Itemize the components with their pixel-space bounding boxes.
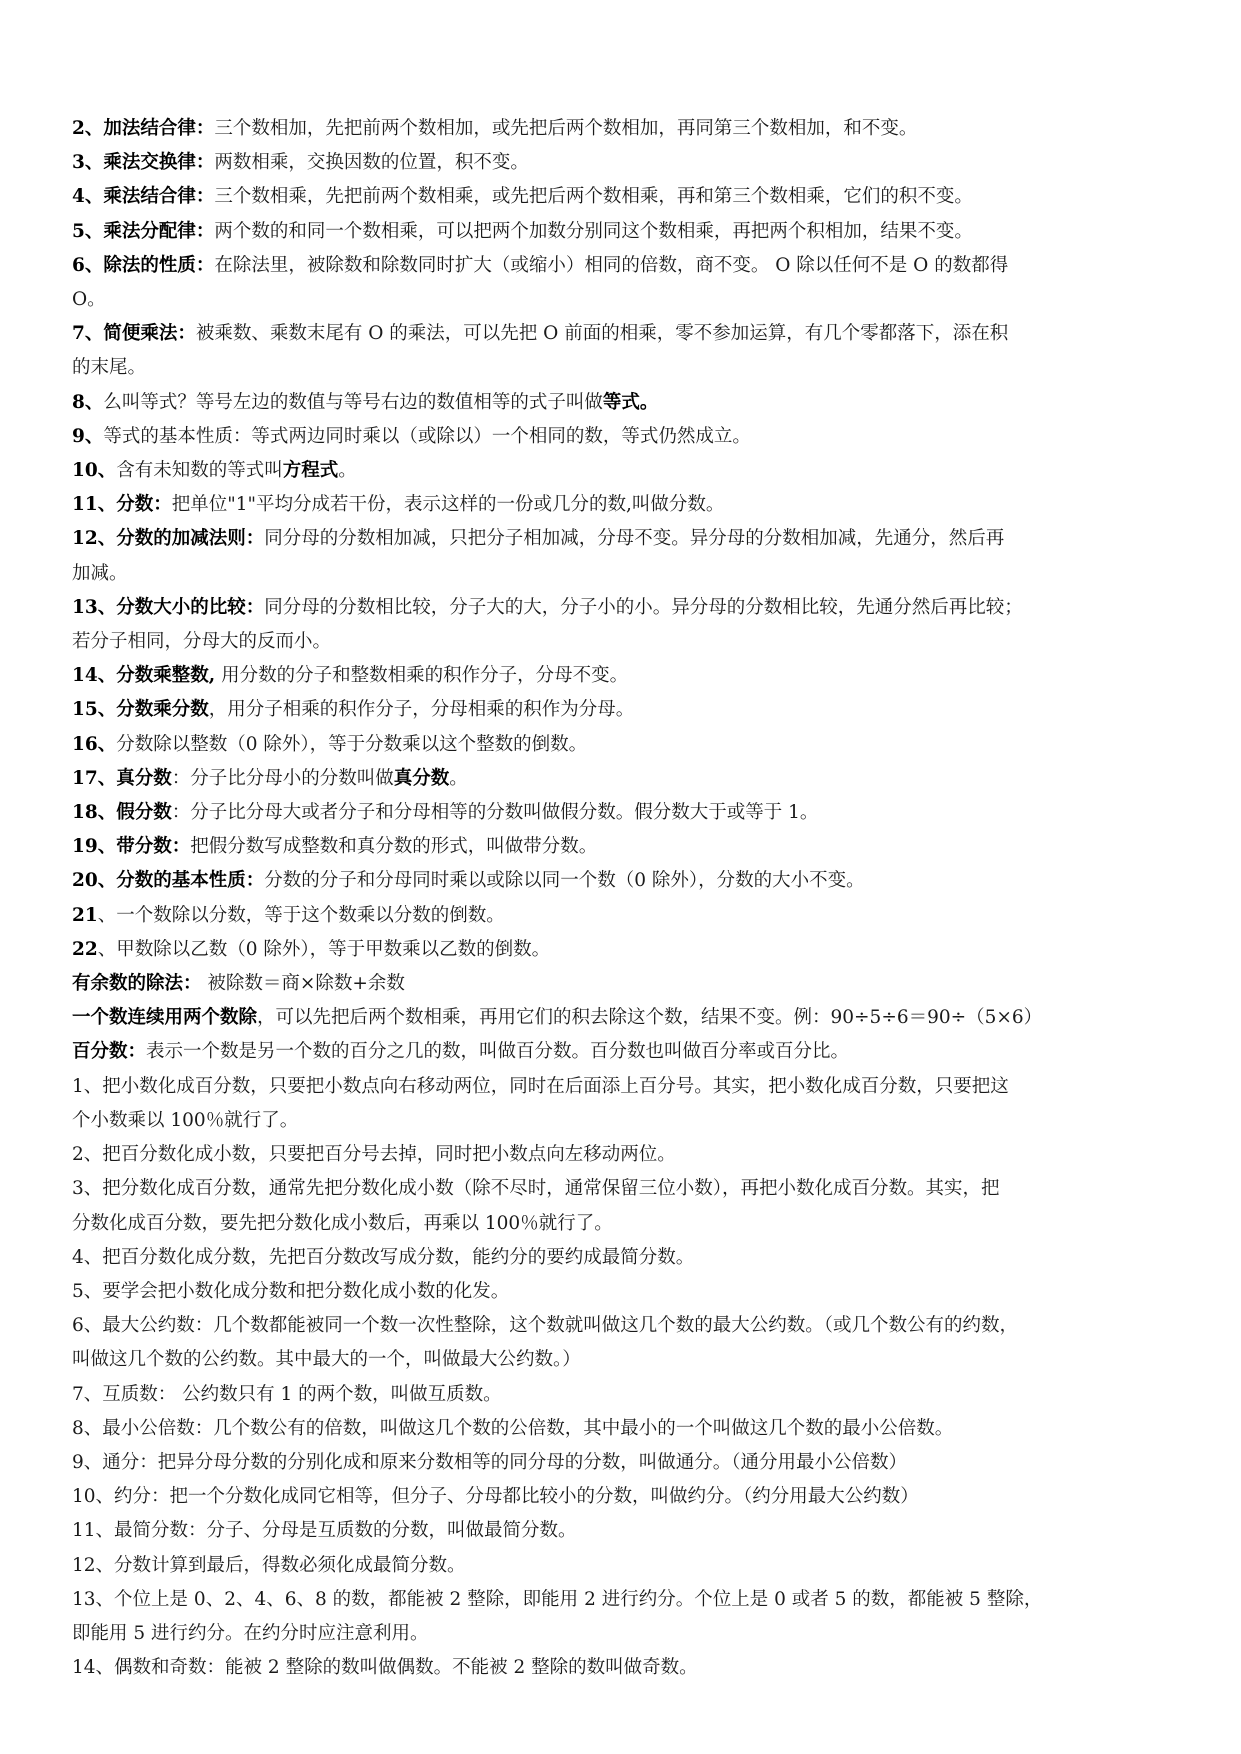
text-line <box>72 1104 1177 1138</box>
line-text: 13、个位上是 0、2、4、6、8 的数，都能被 2 整除，即能用 2 进行约分。个位上是 0 或者 5 的数，都能被 5 整除， <box>72 1588 1043 1610</box>
line-text: 表示一个数是另一个数的百分之几的数，叫做百分数。百分数也叫做百分率或百分比。 <box>146 1041 850 1063</box>
bold-term: 8、 <box>72 391 104 413</box>
line-text: ：分子比分母小的分数叫做 <box>171 767 394 789</box>
line-text: 用分数的分子和整数相乘的积作分子，分母不变。 <box>215 665 629 687</box>
bold-term: 19、带分数： <box>72 836 191 858</box>
line-text: ，可以先把后两个数相乘，再用它们的积去除这个数，结果不变。例：90÷5÷6＝90÷（5×6） <box>257 1007 1043 1029</box>
line-text: 、甲数除以乙数（0 除外），等于甲数乘以乙数的倒数。 <box>97 938 551 960</box>
line-text: 分数除以整数（0 除外），等于分数乘以这个整数的倒数。 <box>116 733 588 755</box>
line-text: 8、最小公倍数：几个数公有的倍数，叫做这几个数的公倍数，其中最小的一个叫做这几个数的最小公倍数。 <box>72 1417 954 1439</box>
text-line <box>72 591 1177 625</box>
text-line <box>72 1070 1177 1104</box>
line-text: O。 <box>72 289 106 311</box>
text-line <box>72 1275 1177 1309</box>
text-line <box>72 1309 1177 1343</box>
bold-term: 真分数 <box>393 767 450 789</box>
text-line <box>72 1549 1177 1583</box>
line-text: 。 <box>449 767 468 789</box>
text-line <box>72 1207 1177 1241</box>
text-line <box>72 283 1177 317</box>
bold-term: 17、真分数 <box>72 767 172 789</box>
line-text: 11、最简分数：分子、分母是互质数的分数，叫做最简分数。 <box>72 1520 577 1542</box>
line-text: 两个数的和同一个数相乘，可以把两个加数分别同这个数相乘，再把两个积相加，结果不变。 <box>214 220 973 242</box>
text-line <box>72 933 1177 967</box>
line-text: 加减。 <box>72 562 128 584</box>
line-text: 同分母的分数相加减，只把分子相加减，分母不变。异分母的分数相加减，先通分，然后再 <box>264 528 1005 550</box>
text-line <box>72 112 1177 146</box>
line-text: ，用分子相乘的积作分子，分母相乘的积作为分母。 <box>208 699 635 721</box>
line-text: 即能用 5 进行约分。在约分时应注意利用。 <box>72 1622 429 1644</box>
line-text: 9、通分：把异分母分数的分别化成和原来分数相等的同分母的分数，叫做通分。（通分用最小公倍数） <box>72 1451 908 1473</box>
bold-term: 等式。 <box>602 391 659 413</box>
text-line <box>72 1138 1177 1172</box>
bold-term: 方程式 <box>282 460 339 482</box>
text-line <box>72 351 1177 385</box>
text-line <box>72 557 1177 591</box>
line-text: 6、最大公约数：几个数都能被同一个数一次性整除，这个数就叫做这几个数的最大公约数。（或几个数公有的约数， <box>72 1315 1019 1337</box>
line-text: 10、约分：把一个分数化成同它相等，但分子、分母都比较小的分数，叫做约分。（约分用最大公约数） <box>72 1486 919 1508</box>
line-text: 、一个数除以分数，等于这个数乘以分数的倒数。 <box>97 904 505 926</box>
line-text: 三个数相乘，先把前两个数相乘，或先把后两个数相乘，再和第三个数相乘，它们的积不变。 <box>214 186 973 208</box>
text-line <box>72 1617 1177 1651</box>
document-page <box>72 112 1177 1685</box>
bold-term: 15、分数乘分数 <box>72 699 209 721</box>
text-line <box>72 386 1177 420</box>
text-line <box>72 1035 1177 1069</box>
text-line <box>72 488 1177 522</box>
bold-term: 12、分数的加减法则： <box>72 528 265 550</box>
text-line <box>72 1001 1177 1035</box>
line-text: 3、把分数化成百分数，通常先把分数化成小数（除不尽时，通常保留三位小数），再把小数化成百分数。其实，把 <box>72 1178 1000 1200</box>
line-text: ：分子比分母大或者分子和分母相等的分数叫做假分数。假分数大于或等于 1。 <box>171 802 819 824</box>
bold-term: 9、 <box>72 425 104 447</box>
line-text: 4、把百分数化成分数，先把百分数改写成分数，能约分的要约成最简分数。 <box>72 1246 695 1268</box>
text-line <box>72 728 1177 762</box>
text-line <box>72 522 1177 556</box>
text-line <box>72 1172 1177 1206</box>
line-text: 三个数相加，先把前两个数相加，或先把后两个数相加，再同第三个数相加，和不变。 <box>214 118 918 139</box>
line-text: 的末尾。 <box>72 357 147 379</box>
bold-term: 3、乘法交换律： <box>72 152 215 174</box>
line-text: 把单位"1"平均分成若干份，表示这样的一份或几分的数,叫做分数。 <box>171 494 725 516</box>
text-line <box>72 625 1177 659</box>
line-text: 5、要学会把小数化成分数和把分数化成小数的化发。 <box>72 1280 510 1302</box>
text-line <box>72 215 1177 249</box>
text-line <box>72 830 1177 864</box>
bold-term: 百分数： <box>72 1041 147 1063</box>
line-text: 个小数乘以 100％就行了。 <box>72 1109 299 1131</box>
line-text: 若分子相同，分母大的反而小。 <box>72 631 332 653</box>
line-text: 12、分数计算到最后，得数必须化成最简分数。 <box>72 1554 466 1576</box>
text-line <box>72 1412 1177 1446</box>
line-text: 含有未知数的等式叫 <box>116 460 283 482</box>
bold-term: 20、分数的基本性质： <box>72 870 265 892</box>
text-line <box>72 693 1177 727</box>
text-line <box>72 1378 1177 1412</box>
text-line <box>72 659 1177 693</box>
text-line <box>72 1514 1177 1548</box>
text-line <box>72 420 1177 454</box>
text-line <box>72 762 1177 796</box>
line-text: 叫做这几个数的公约数。其中最大的一个，叫做最大公约数。） <box>72 1349 581 1371</box>
line-text: 7、互质数： 公约数只有 1 的两个数，叫做互质数。 <box>72 1383 502 1405</box>
text-line <box>72 967 1177 1001</box>
line-text: 被除数＝商×除数+余数 <box>201 973 405 995</box>
bold-term: 7、简便乘法： <box>72 323 196 345</box>
bold-term: 21 <box>72 904 98 926</box>
line-text: 2、把百分数化成小数，只要把百分号去掉，同时把小数点向左移动两位。 <box>72 1144 676 1166</box>
text-line <box>72 454 1177 488</box>
line-text: 两数相乘，交换因数的位置，积不变。 <box>214 152 529 174</box>
bold-term: 5、乘法分配律： <box>72 220 215 242</box>
bold-term: 10、 <box>72 460 117 482</box>
line-text: 在除法里，被除数和除数同时扩大（或缩小）相同的倍数，商不变。 O 除以任何不是 O 的数都得 <box>214 254 1009 276</box>
line-text: 14、偶数和奇数：能被 2 整除的数叫做偶数。不能被 2 整除的数叫做奇数。 <box>72 1657 698 1679</box>
bold-term: 有余数的除法： <box>72 973 202 995</box>
text-line <box>72 1446 1177 1480</box>
bold-term: 一个数连续用两个数除 <box>72 1007 258 1029</box>
text-line <box>72 1651 1177 1685</box>
bold-term: 2、加法结合律： <box>72 118 215 139</box>
line-text: 。 <box>338 460 357 482</box>
bold-term: 6、除法的性质： <box>72 254 215 276</box>
line-text: 分数的分子和分母同时乘以或除以同一个数（0 除外），分数的大小不变。 <box>264 870 865 892</box>
line-text: 等式的基本性质：等式两边同时乘以（或除以）一个相同的数，等式仍然成立。 <box>103 425 751 447</box>
text-line <box>72 249 1177 283</box>
text-line <box>72 1480 1177 1514</box>
bold-term: 11、分数： <box>72 494 172 516</box>
text-line <box>72 1583 1177 1617</box>
text-line <box>72 146 1177 180</box>
text-line <box>72 180 1177 214</box>
bold-term: 18、假分数 <box>72 802 172 824</box>
bold-term: 13、分数大小的比较： <box>72 596 265 618</box>
bold-term: 14、分数乘整数, <box>72 665 216 687</box>
text-line <box>72 899 1177 933</box>
line-text: 1、把小数化成百分数，只要把小数点向右移动两位，同时在后面添上百分号。其实，把小数化成百分数，只要把这 <box>72 1075 1009 1097</box>
line-text: 分数化成百分数，要先把分数化成小数后，再乘以 100％就行了。 <box>72 1212 613 1234</box>
text-line <box>72 864 1177 898</box>
bold-term: 16、 <box>72 733 117 755</box>
line-text: 同分母的分数相比较，分子大的大，分子小的小。异分母的分数相比较，先通分然后再比较； <box>264 596 1023 618</box>
line-text: 被乘数、乘数末尾有 O 的乘法，可以先把 O 前面的相乘，零不参加运算，有几个零都落下，添在积 <box>195 323 1009 345</box>
text-line <box>72 317 1177 351</box>
text-line <box>72 1241 1177 1275</box>
line-text: 把假分数写成整数和真分数的形式，叫做带分数。 <box>190 836 598 858</box>
bold-term: 4、乘法结合律： <box>72 186 215 208</box>
bold-term: 22 <box>72 938 98 960</box>
text-line <box>72 1343 1177 1377</box>
text-line <box>72 796 1177 830</box>
line-text: 么叫等式？等号左边的数值与等号右边的数值相等的式子叫做 <box>103 391 603 413</box>
